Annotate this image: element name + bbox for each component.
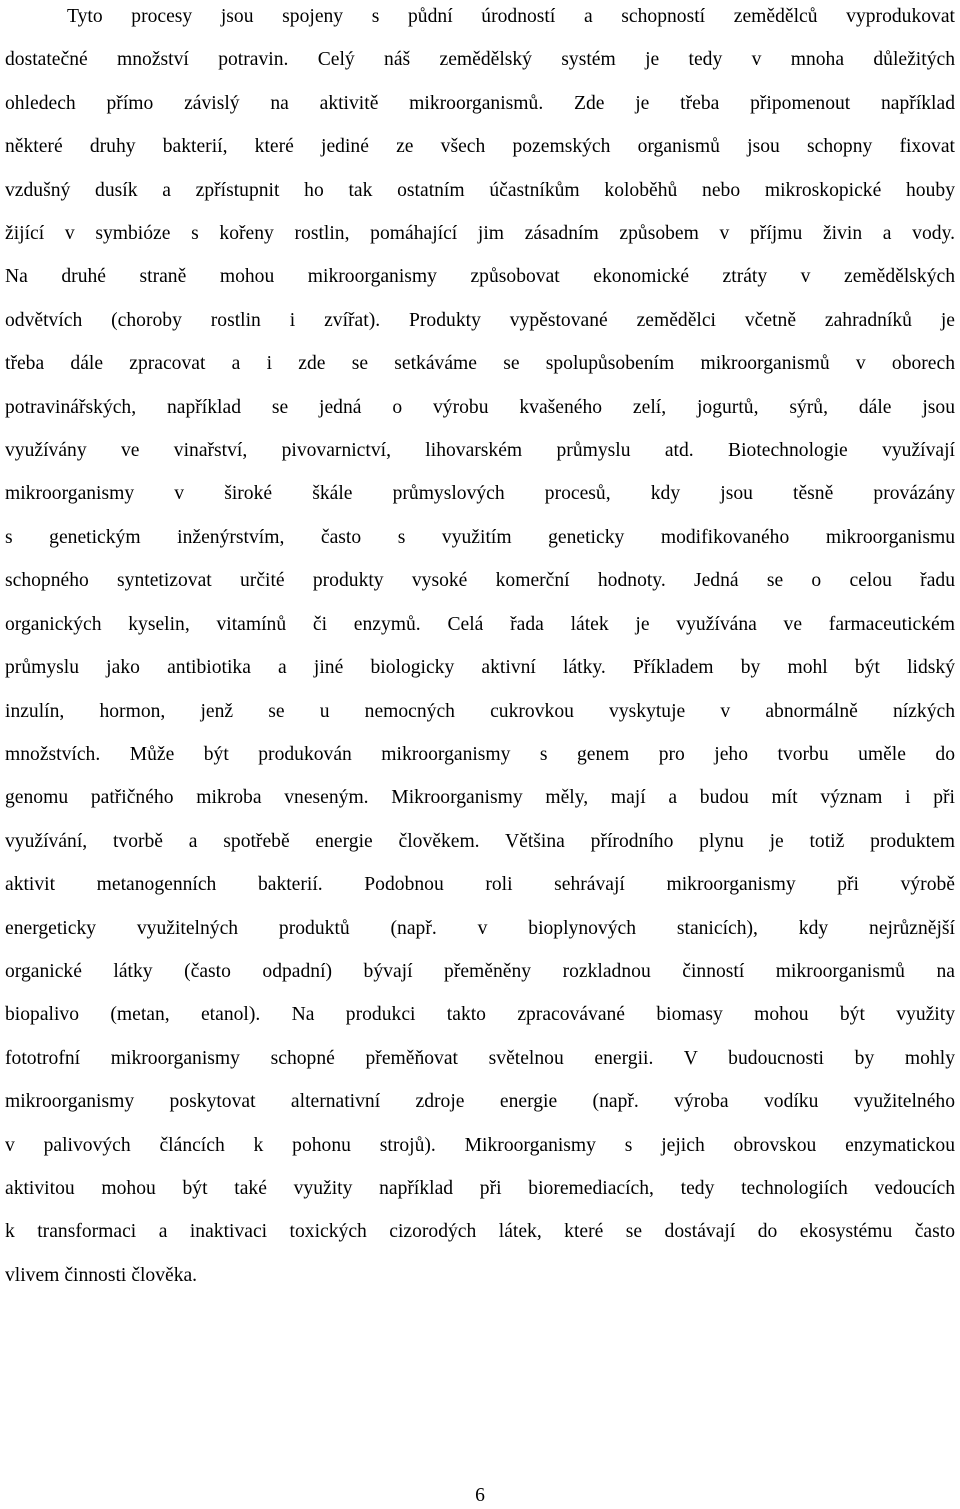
paragraph-line: mikroorganismy poskytovat alternativní zdroje energie (např. výroba vodíku využitelného — [5, 1091, 955, 1113]
paragraph-line: žijící v symbióze s kořeny rostlin, pomáhající jim zásadním způsobem v příjmu živin a vody. — [5, 223, 955, 245]
paragraph-line: v palivových článcích k pohonu strojů). Mikroorganismy s jejich obrovskou enzymatickou — [5, 1134, 955, 1156]
paragraph-line: využívání, tvorbě a spotřebě energie člověkem. Většina přírodního plynu je totiž produktem — [5, 830, 955, 852]
paragraph-line: aktivitou mohou být také využity například při bioremediacích, tedy technologiích vedoucích — [5, 1177, 955, 1199]
paragraph-line: mikroorganismy v široké škále průmyslových procesů, kdy jsou těsně provázány — [5, 483, 955, 505]
paragraph-line: k transformaci a inaktivaci toxických cizorodých látek, které se dostávají do ekosystému často — [5, 1221, 955, 1243]
paragraph-line: průmyslu jako antibiotika a jiné biologicky aktivní látky. Příkladem by mohl být lidský — [5, 657, 955, 679]
paragraph-line: genomu patřičného mikroba vneseným. Mikroorganismy měly, mají a budou mít význam i při — [5, 787, 955, 809]
paragraph-line: organických kyselin, vitamínů či enzymů. Celá řada látek je využívána ve farmaceutickém — [5, 613, 955, 635]
paragraph-line: množstvích. Může být produkován mikroorganismy s genem pro jeho tvorbu uměle do — [5, 743, 955, 765]
paragraph-line: využívány ve vinařství, pivovarnictví, lihovarském průmyslu atd. Biotechnologie využívají — [5, 440, 955, 462]
paragraph-line: s genetickým inženýrstvím, často s využitím geneticky modifikovaného mikroorganismu — [5, 526, 955, 548]
paragraph-line: Na druhé straně mohou mikroorganismy způsobovat ekonomické ztráty v zemědělských — [5, 266, 955, 288]
paragraph-line: dostatečné množství potravin. Celý náš zemědělský systém je tedy v mnoha důležitých — [5, 49, 955, 71]
paragraph-line: organické látky (často odpadní) bývají přeměněny rozkladnou činností mikroorganismů na — [5, 960, 955, 982]
paragraph-line: aktivit metanogenních bakterií. Podobnou roli sehrávají mikroorganismy při výrobě — [5, 874, 955, 896]
paragraph-line: Tyto procesy jsou spojeny s půdní úrodností a schopností zemědělců vyprodukovat — [67, 6, 955, 27]
paragraph-line: inzulín, hormon, jenž se u nemocných cukrovkou vyskytuje v abnormálně nízkých — [5, 700, 955, 722]
paragraph-line: odvětvích (choroby rostlin i zvířat). Produkty vypěstované zemědělci včetně zahradníků je — [5, 309, 955, 331]
paragraph-line: energeticky využitelných produktů (např. v bioplynových stanicích), kdy nejrůznější — [5, 917, 955, 939]
paragraph-line: třeba dále zpracovat a i zde se setkáváme se spolupůsobením mikroorganismů v oborech — [5, 353, 955, 375]
page-number: 6 — [475, 1485, 485, 1506]
paragraph-line: schopného syntetizovat určité produkty vysoké komerční hodnoty. Jedná se o celou řadu — [5, 570, 955, 592]
paragraph-line: ohledech přímo závislý na aktivitě mikroorganismů. Zde je třeba připomenout například — [5, 92, 955, 114]
paragraph-line: biopalivo (metan, etanol). Na produkci takto zpracovávané biomasy mohou být využity — [5, 1004, 955, 1026]
paragraph-line: vlivem činnosti člověka. — [5, 1264, 198, 1286]
paragraph-line: potravinářských, například se jedná o výrobu kvašeného zelí, jogurtů, sýrů, dále jsou — [5, 396, 955, 418]
paragraph-line: vzdušný dusík a zpřístupnit ho tak ostatním účastníkům koloběhů nebo mikroskopické houby — [5, 179, 955, 201]
paragraph-line: některé druhy bakterií, které jediné ze všech pozemských organismů jsou schopny fixovat — [5, 136, 955, 158]
body-paragraph — [5, 0, 955, 1297]
paragraph-line: fototrofní mikroorganismy schopné přeměňovat světelnou energii. V budoucnosti by mohly — [5, 1047, 955, 1069]
